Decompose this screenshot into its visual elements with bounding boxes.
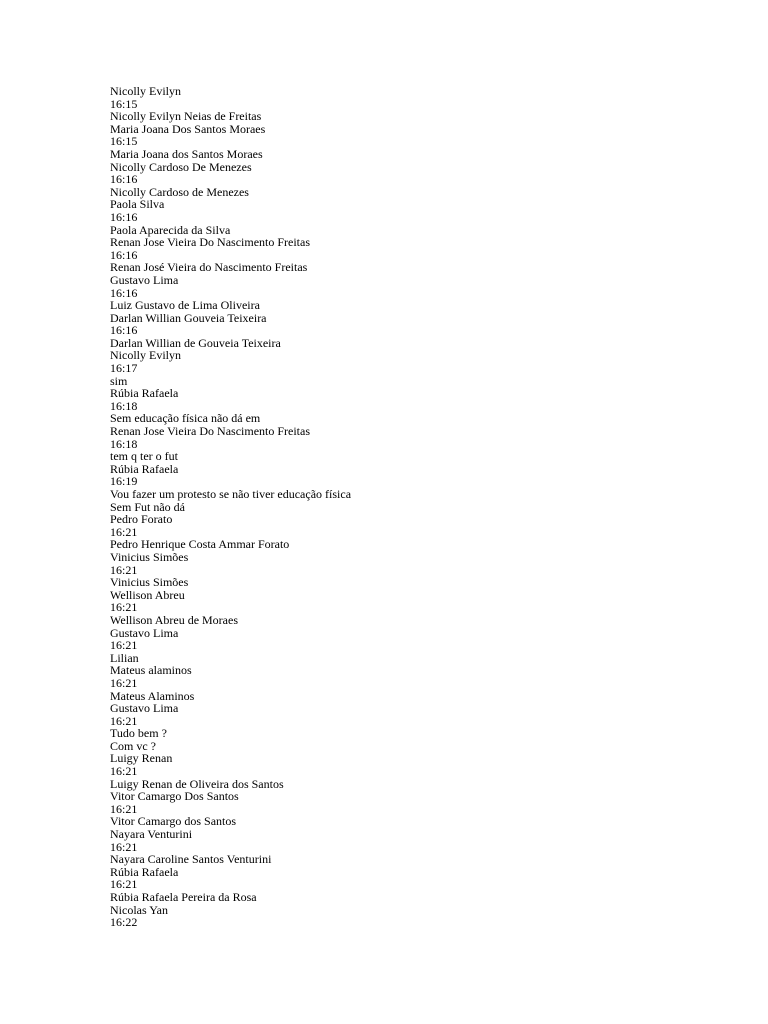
transcript-line: 16:15 bbox=[110, 96, 138, 111]
transcript-line: Darlan Willian de Gouveia Teixeira bbox=[110, 335, 281, 350]
transcript-line: 16:21 bbox=[110, 524, 138, 539]
transcript-line: Rúbia Rafaela bbox=[110, 386, 179, 401]
transcript-line: Sem Fut não dá bbox=[110, 499, 185, 514]
transcript-line: Vitor Camargo dos Santos bbox=[110, 814, 237, 829]
transcript-line: 16:21 bbox=[110, 600, 138, 615]
transcript-line: tem q ter o fut bbox=[110, 449, 178, 464]
transcript-line: 16:16 bbox=[110, 247, 138, 262]
transcript-line: Rúbia Rafaela bbox=[110, 864, 179, 879]
transcript-line: Tudo bem ? bbox=[110, 726, 167, 741]
transcript-line: Maria Joana Dos Santos Moraes bbox=[110, 121, 266, 136]
transcript-line: 16:16 bbox=[110, 323, 138, 338]
transcript-line: Nayara Caroline Santos Venturini bbox=[110, 852, 272, 867]
transcript-line: Darlan Willian Gouveia Teixeira bbox=[110, 310, 267, 325]
transcript-line: Nicolly Cardoso De Menezes bbox=[110, 159, 252, 174]
transcript-line: 16:18 bbox=[110, 398, 138, 413]
transcript-line: 16:15 bbox=[110, 134, 138, 149]
transcript-line: 16:21 bbox=[110, 713, 138, 728]
transcript-line: Nicolas Yan bbox=[110, 902, 169, 917]
transcript-line: 16:21 bbox=[110, 675, 138, 690]
transcript-line: Rúbia Rafaela Pereira da Rosa bbox=[110, 890, 257, 904]
transcript-line: Nicolly Evilyn bbox=[110, 348, 181, 363]
transcript-line: Renan José Vieira do Nascimento Freitas bbox=[110, 260, 308, 275]
transcript-line: Pedro Forato bbox=[110, 512, 173, 527]
transcript-line: Paola Silva bbox=[110, 197, 165, 212]
transcript-line: 16:21 bbox=[110, 839, 138, 854]
transcript-line: Sem educação física não dá em bbox=[110, 411, 261, 426]
transcript-line: Gustavo Lima bbox=[110, 701, 179, 716]
transcript-line: Vinicius Simões bbox=[110, 575, 189, 590]
transcript-line: Nicolly Cardoso de Menezes bbox=[110, 184, 249, 199]
transcript-line: Maria Joana dos Santos Moraes bbox=[110, 146, 263, 161]
transcript-line: Vou fazer um protesto se não tiver educação física bbox=[110, 487, 352, 501]
transcript-line: Gustavo Lima bbox=[110, 272, 179, 287]
transcript-line: Renan Jose Vieira Do Nascimento Freitas bbox=[110, 235, 311, 250]
transcript-line: 16:16 bbox=[110, 209, 138, 224]
transcript-line: 16:16 bbox=[110, 172, 138, 187]
transcript-line: Rúbia Rafaela bbox=[110, 461, 179, 476]
transcript-line: 16:21 bbox=[110, 764, 138, 779]
transcript-line: Mateus Alaminos bbox=[110, 688, 195, 703]
transcript-line: Wellison Abreu de Moraes bbox=[110, 612, 239, 627]
transcript-line: Luigy Renan de Oliveira dos Santos bbox=[110, 776, 284, 791]
transcript-line: Nicolly Evilyn bbox=[110, 84, 181, 98]
transcript-line: 16:17 bbox=[110, 361, 138, 376]
transcript-line: Gustavo Lima bbox=[110, 625, 179, 640]
transcript-line: 16:21 bbox=[110, 801, 138, 816]
transcript-line: 16:21 bbox=[110, 638, 138, 653]
transcript-line: Luigy Renan bbox=[110, 751, 173, 766]
transcript-line: Mateus alaminos bbox=[110, 663, 192, 678]
transcript-line: Vinicius Simões bbox=[110, 549, 189, 564]
transcript-line: 16:16 bbox=[110, 285, 138, 300]
transcript-line: Pedro Henrique Costa Ammar Forato bbox=[110, 537, 290, 552]
transcript-line: Renan Jose Vieira Do Nascimento Freitas bbox=[110, 424, 311, 439]
transcript-line: Paola Aparecida da Silva bbox=[110, 222, 231, 237]
chat-transcript bbox=[110, 85, 730, 929]
transcript-line: Com vc ? bbox=[110, 738, 156, 753]
transcript-line: 16:19 bbox=[110, 474, 138, 489]
transcript-line: Nayara Venturini bbox=[110, 827, 193, 842]
transcript-line: 16:22 bbox=[110, 915, 138, 930]
transcript-line: Vitor Camargo Dos Santos bbox=[110, 789, 239, 804]
transcript-line: sim bbox=[110, 373, 128, 388]
transcript-line: 16:21 bbox=[110, 877, 138, 892]
transcript-line: 16:18 bbox=[110, 436, 138, 451]
transcript-line: Luiz Gustavo de Lima Oliveira bbox=[110, 298, 260, 313]
transcript-line: Wellison Abreu bbox=[110, 587, 185, 602]
transcript-line: Nicolly Evilyn Neias de Freitas bbox=[110, 109, 262, 124]
transcript-line: 16:21 bbox=[110, 562, 138, 577]
transcript-line: Lilian bbox=[110, 650, 139, 665]
